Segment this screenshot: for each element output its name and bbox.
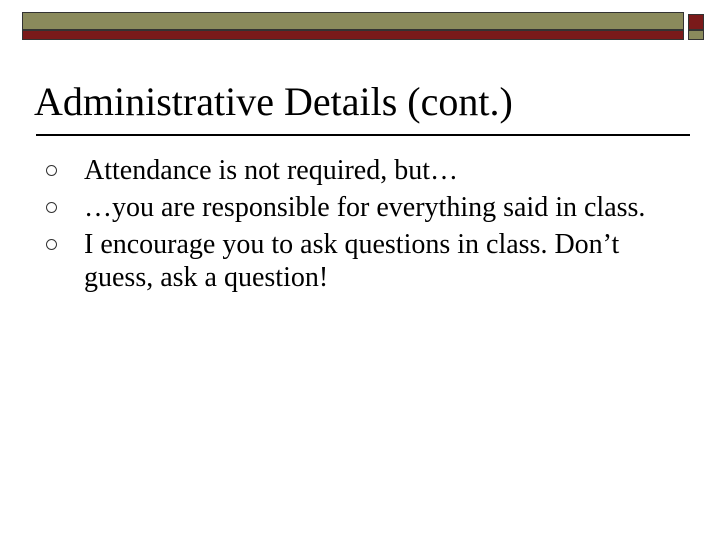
corner-square-red bbox=[688, 14, 704, 30]
hollow-circle-bullet-icon bbox=[46, 165, 57, 176]
bullet-list bbox=[40, 154, 680, 298]
bullet-text: I encourage you to ask questions in class. Don’t guess, ask a question! bbox=[84, 229, 620, 293]
bullet-item bbox=[40, 228, 680, 294]
bullet-item bbox=[40, 154, 680, 187]
header-bar-red bbox=[22, 30, 684, 40]
corner-square-olive bbox=[688, 30, 704, 40]
bullet-text: …you are responsible for everything said in class. bbox=[84, 192, 646, 223]
bullet-text: Attendance is not required, but… bbox=[84, 155, 459, 186]
hollow-circle-bullet-icon bbox=[46, 202, 57, 213]
slide-title: Administrative Details (cont.) bbox=[34, 79, 513, 124]
title-underline bbox=[36, 134, 690, 136]
bullet-item bbox=[40, 191, 680, 224]
hollow-circle-bullet-icon bbox=[46, 239, 57, 250]
header-bar-olive bbox=[22, 12, 684, 30]
